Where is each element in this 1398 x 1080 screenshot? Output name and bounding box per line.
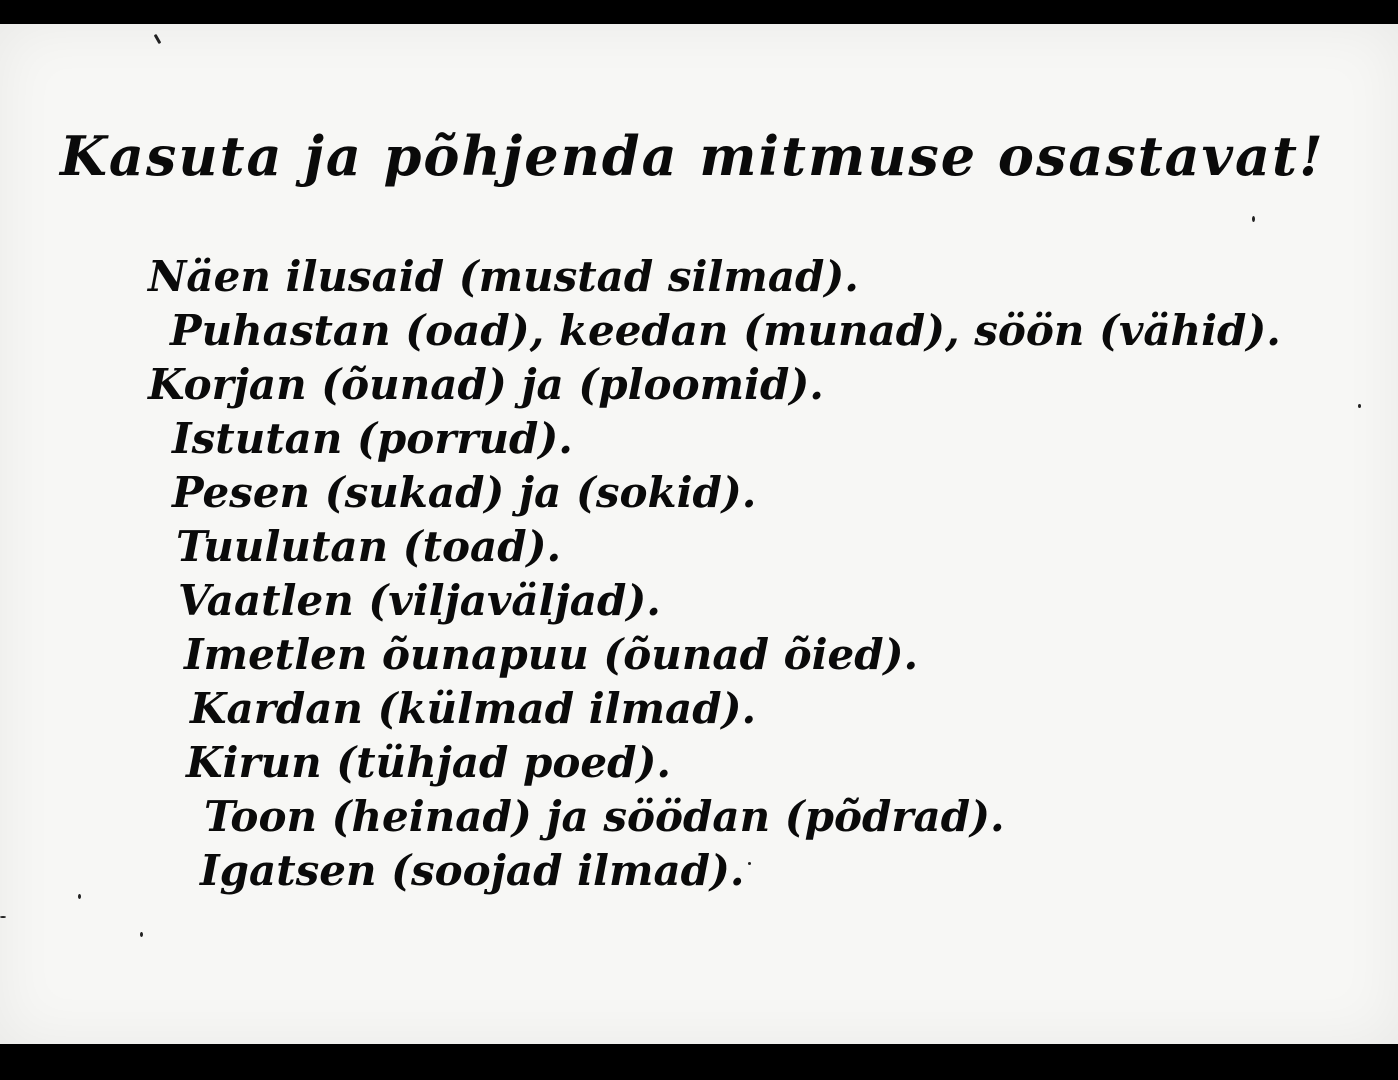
sentence-line: Pesen (sukad) ja (sokid). (172, 468, 757, 517)
sentence-line: Tuulutan (toad). (176, 522, 562, 571)
dust-speck (1358, 404, 1361, 408)
dust-speck (0, 916, 6, 918)
sentence-line: Puhastan (oad), keedan (munad), söön (vähid). (170, 306, 1281, 355)
sentence-line: Kirun (tühjad poed). (186, 738, 671, 787)
sentence-line: Istutan (porrud). (172, 414, 573, 463)
handwritten-card (0, 24, 1398, 1044)
sentence-line: Korjan (õunad) ja (ploomid). (148, 360, 824, 409)
sentence-line: Igatsen (soojad ilmad). (200, 846, 745, 895)
dust-speck (748, 862, 751, 865)
dust-speck (154, 34, 162, 44)
sentence-line: Kardan (külmad ilmad). (190, 684, 757, 733)
dust-speck (1252, 216, 1255, 222)
sentence-line: Vaatlen (viljaväljad). (178, 576, 661, 625)
dust-speck (78, 894, 81, 899)
page-title: Kasuta ja põhjenda mitmuse osastavat! (60, 124, 1325, 188)
sentence-line: Näen ilusaid (mustad silmad). (148, 252, 859, 301)
sentence-line: Toon (heinad) ja söödan (põdrad). (204, 792, 1005, 841)
sentence-line: Imetlen õunapuu (õunad õied). (184, 630, 919, 679)
dust-speck (140, 932, 143, 937)
